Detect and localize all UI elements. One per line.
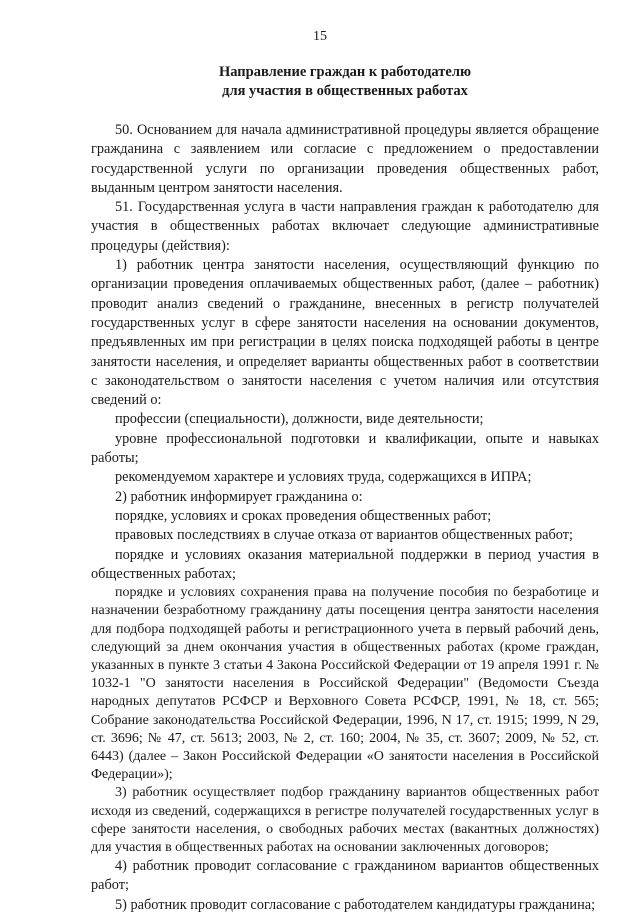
paragraph-50: 50. Основанием для начала административной процедуры является обращение гражданина с заявлением или согласие с предложением о предоставлении государственной услуги по организации проведения общественных работ, выданным центром занятости населения. [91, 122, 599, 196]
list-item-4: 4) работник проводит согласование с гражданином вариантов общественных работ; [91, 858, 599, 894]
paragraph-51: 51. Государственная услуга в части направления граждан к работодателю для участия в общественных работах включает следующие административные процедуры (действия): [91, 199, 599, 254]
heading-line-2: для участия в общественных работах [222, 83, 468, 99]
sub-item-unemployment-benefit: порядке и условиях сохранения права на получение пособия по безработице и назначении безработному гражданину даты посещения центра занятости населения для подбора подходящей работы и регистрационного учета в первый рабочий день, следующий за днем окончания участия в общественных работах (кроме граждан, указанных в пункте 3 статьи 4 Закона Российской Федерации от 19 апреля 1991 г. № 1032-1 "О занятости населения в Российской Федерации" (Ведомости Съезда народных депутатов РСФСР и Верховного Совета РСФСР, 1991, № 18, ст. 565; Собрание законодательства Российской Федерации, 1996, N 17, ст. 1915; 1999, N 29, ст. 3696; № 47, ст. 5613; 2003, № 2, ст. 160; 2004, № 35, ст. 3607; 2009, № 52, ст. 6443) (далее – Закон Российской Федерации «О занятости населения в Российской Федерации»); [91, 585, 599, 783]
sub-item-profession: профессии (специальности), должности, виде деятельности; [115, 411, 484, 428]
list-item-5: 5) работник проводит согласование с работодателем кандидатуры гражданина; [115, 896, 596, 913]
page-number: 15 [313, 29, 327, 44]
sub-item-material-support: порядке и условиях оказания материальной поддержки в период участия в общественных работах; [91, 546, 599, 582]
list-item-2: 2) работник информирует гражданина о: [115, 488, 363, 505]
sub-item-work-conditions: рекомендуемом характере и условиях труда, содержащихся в ИПРА; [115, 469, 532, 486]
document-body [91, 121, 599, 915]
sub-item-qualification: уровне профессиональной подготовки и квалификации, опыте и навыках работы; [91, 430, 599, 467]
section-heading [91, 63, 599, 101]
heading-line-1: Направление граждан к работодателю [218, 64, 472, 80]
sub-item-legal-consequences: правовых последствиях в случае отказа от вариантов общественных работ; [115, 527, 573, 544]
list-item-3: 3) работник осуществляет подбор гражданину вариантов общественных работ исходя из сведений, содержащихся в регистре получателей государственных услуг в сфере занятости населения, о свободных рабочих местах (вакантных должностях) для участия в общественных работах на основании заключенных договоров; [91, 785, 599, 855]
sub-item-terms: порядке, условиях и сроках проведения общественных работ; [115, 507, 492, 524]
list-item-1: 1) работник центра занятости населения, осуществляющий функцию по организации проведения оплачиваемых общественных работ, (далее – работник) проводит анализ сведений о гражданине, внесенных в регистр получателей государственных услуг в сфере занятости населения на основании документов, предъявленных им при регистрации в целях поиска подходящей работы в центре занятости населения, и определяет варианты общественных работ в соответствии с законодательством о занятости населения с учетом наличия или отсутствия сведений о: [91, 257, 599, 409]
